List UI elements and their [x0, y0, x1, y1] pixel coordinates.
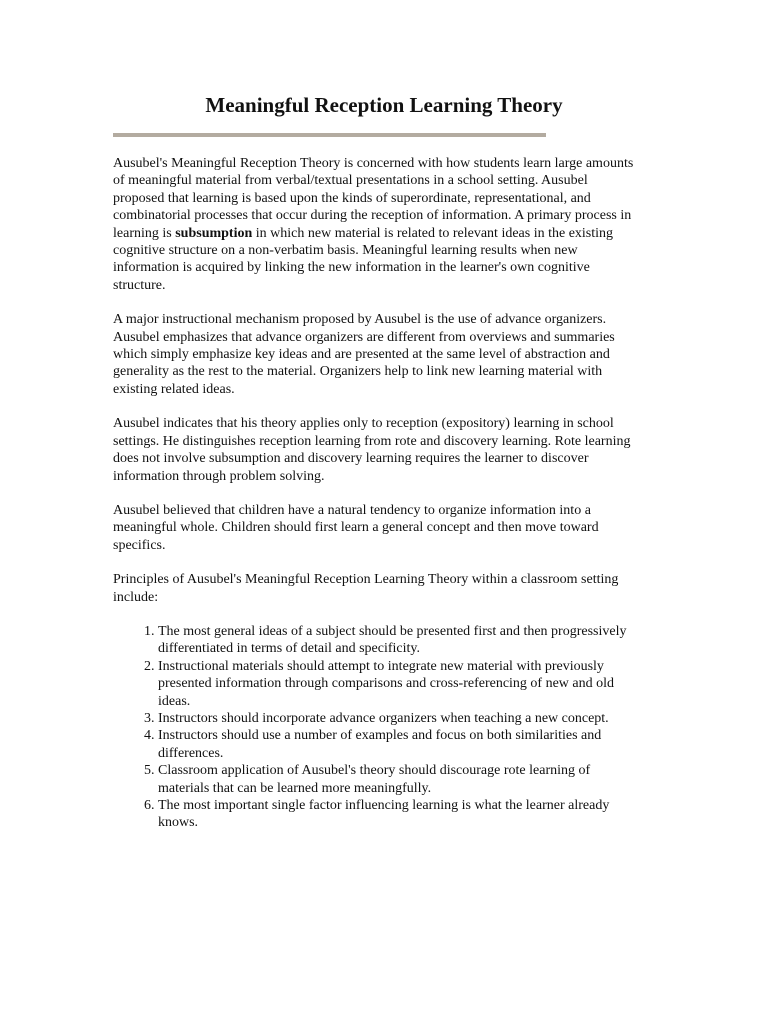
list-item: 6. The most important single factor influencing learning is what the learner already knows.	[158, 797, 635, 832]
paragraph-intro-after: in which new material is related to relevant ideas in the existing cognitive structure on a non-verbatim basis. Meaningful learning results when new information is acquired by linking the new information in the learner's own cognitive structure.	[113, 225, 614, 293]
paragraph-advance-organizers: A major instructional mechanism proposed by Ausubel is the use of advance organizers. Ausubel emphasizes that advance organizers are different from overviews and summaries which simply emphasize key ideas and are presented at the same level of abstraction and generality as the rest to the material. Organizers help to link new learning material with existing related ideas.	[113, 312, 615, 397]
paragraph-children: Ausubel believed that children have a natural tendency to organize information into a meaningful whole. Children should first learn a general concept and then move toward specifics.	[113, 502, 599, 553]
paragraph-intro	[113, 155, 635, 294]
document-title: Meaningful Reception Learning Theory	[205, 93, 563, 117]
document-body	[113, 155, 635, 832]
paragraph-intro-before: Ausubel's Meaningful Reception Theory is concerned with how students learn large amounts of meaningful material from verbal/textual presentations in a school setting. Ausubel proposed that learning is based upon the kinds of superordinate, representational, and combinatorial processes that occur during the reception of information. A primary process in learning is	[113, 156, 634, 241]
principles-list	[113, 623, 635, 832]
list-item: 2. Instructional materials should attempt to integrate new material with previously presented information through comparisons and cross-referencing of new and old ideas.	[158, 658, 635, 710]
principles-intro: Principles of Ausubel's Meaningful Reception Learning Theory within a classroom setting include:	[113, 572, 619, 605]
title-divider	[113, 133, 546, 137]
list-item: 1. The most general ideas of a subject should be presented first and then progressively differentiated in terms of detail and specificity.	[158, 623, 635, 658]
list-item: 5. Classroom application of Ausubel's theory should discourage rote learning of materials that can be learned more meaningfully.	[158, 762, 635, 797]
term-subsumption: subsumption	[175, 225, 253, 241]
list-item: 4. Instructors should use a number of examples and focus on both similarities and differences.	[158, 727, 635, 762]
paragraph-reception-learning: Ausubel indicates that his theory applies only to reception (expository) learning in school settings. He distinguishes reception learning from rote and discovery learning. Rote learning does not involve subsumption and discovery learning requires the learner to discover information through problem solving.	[113, 416, 631, 484]
list-item: 3. Instructors should incorporate advance organizers when teaching a new concept.	[158, 710, 635, 727]
